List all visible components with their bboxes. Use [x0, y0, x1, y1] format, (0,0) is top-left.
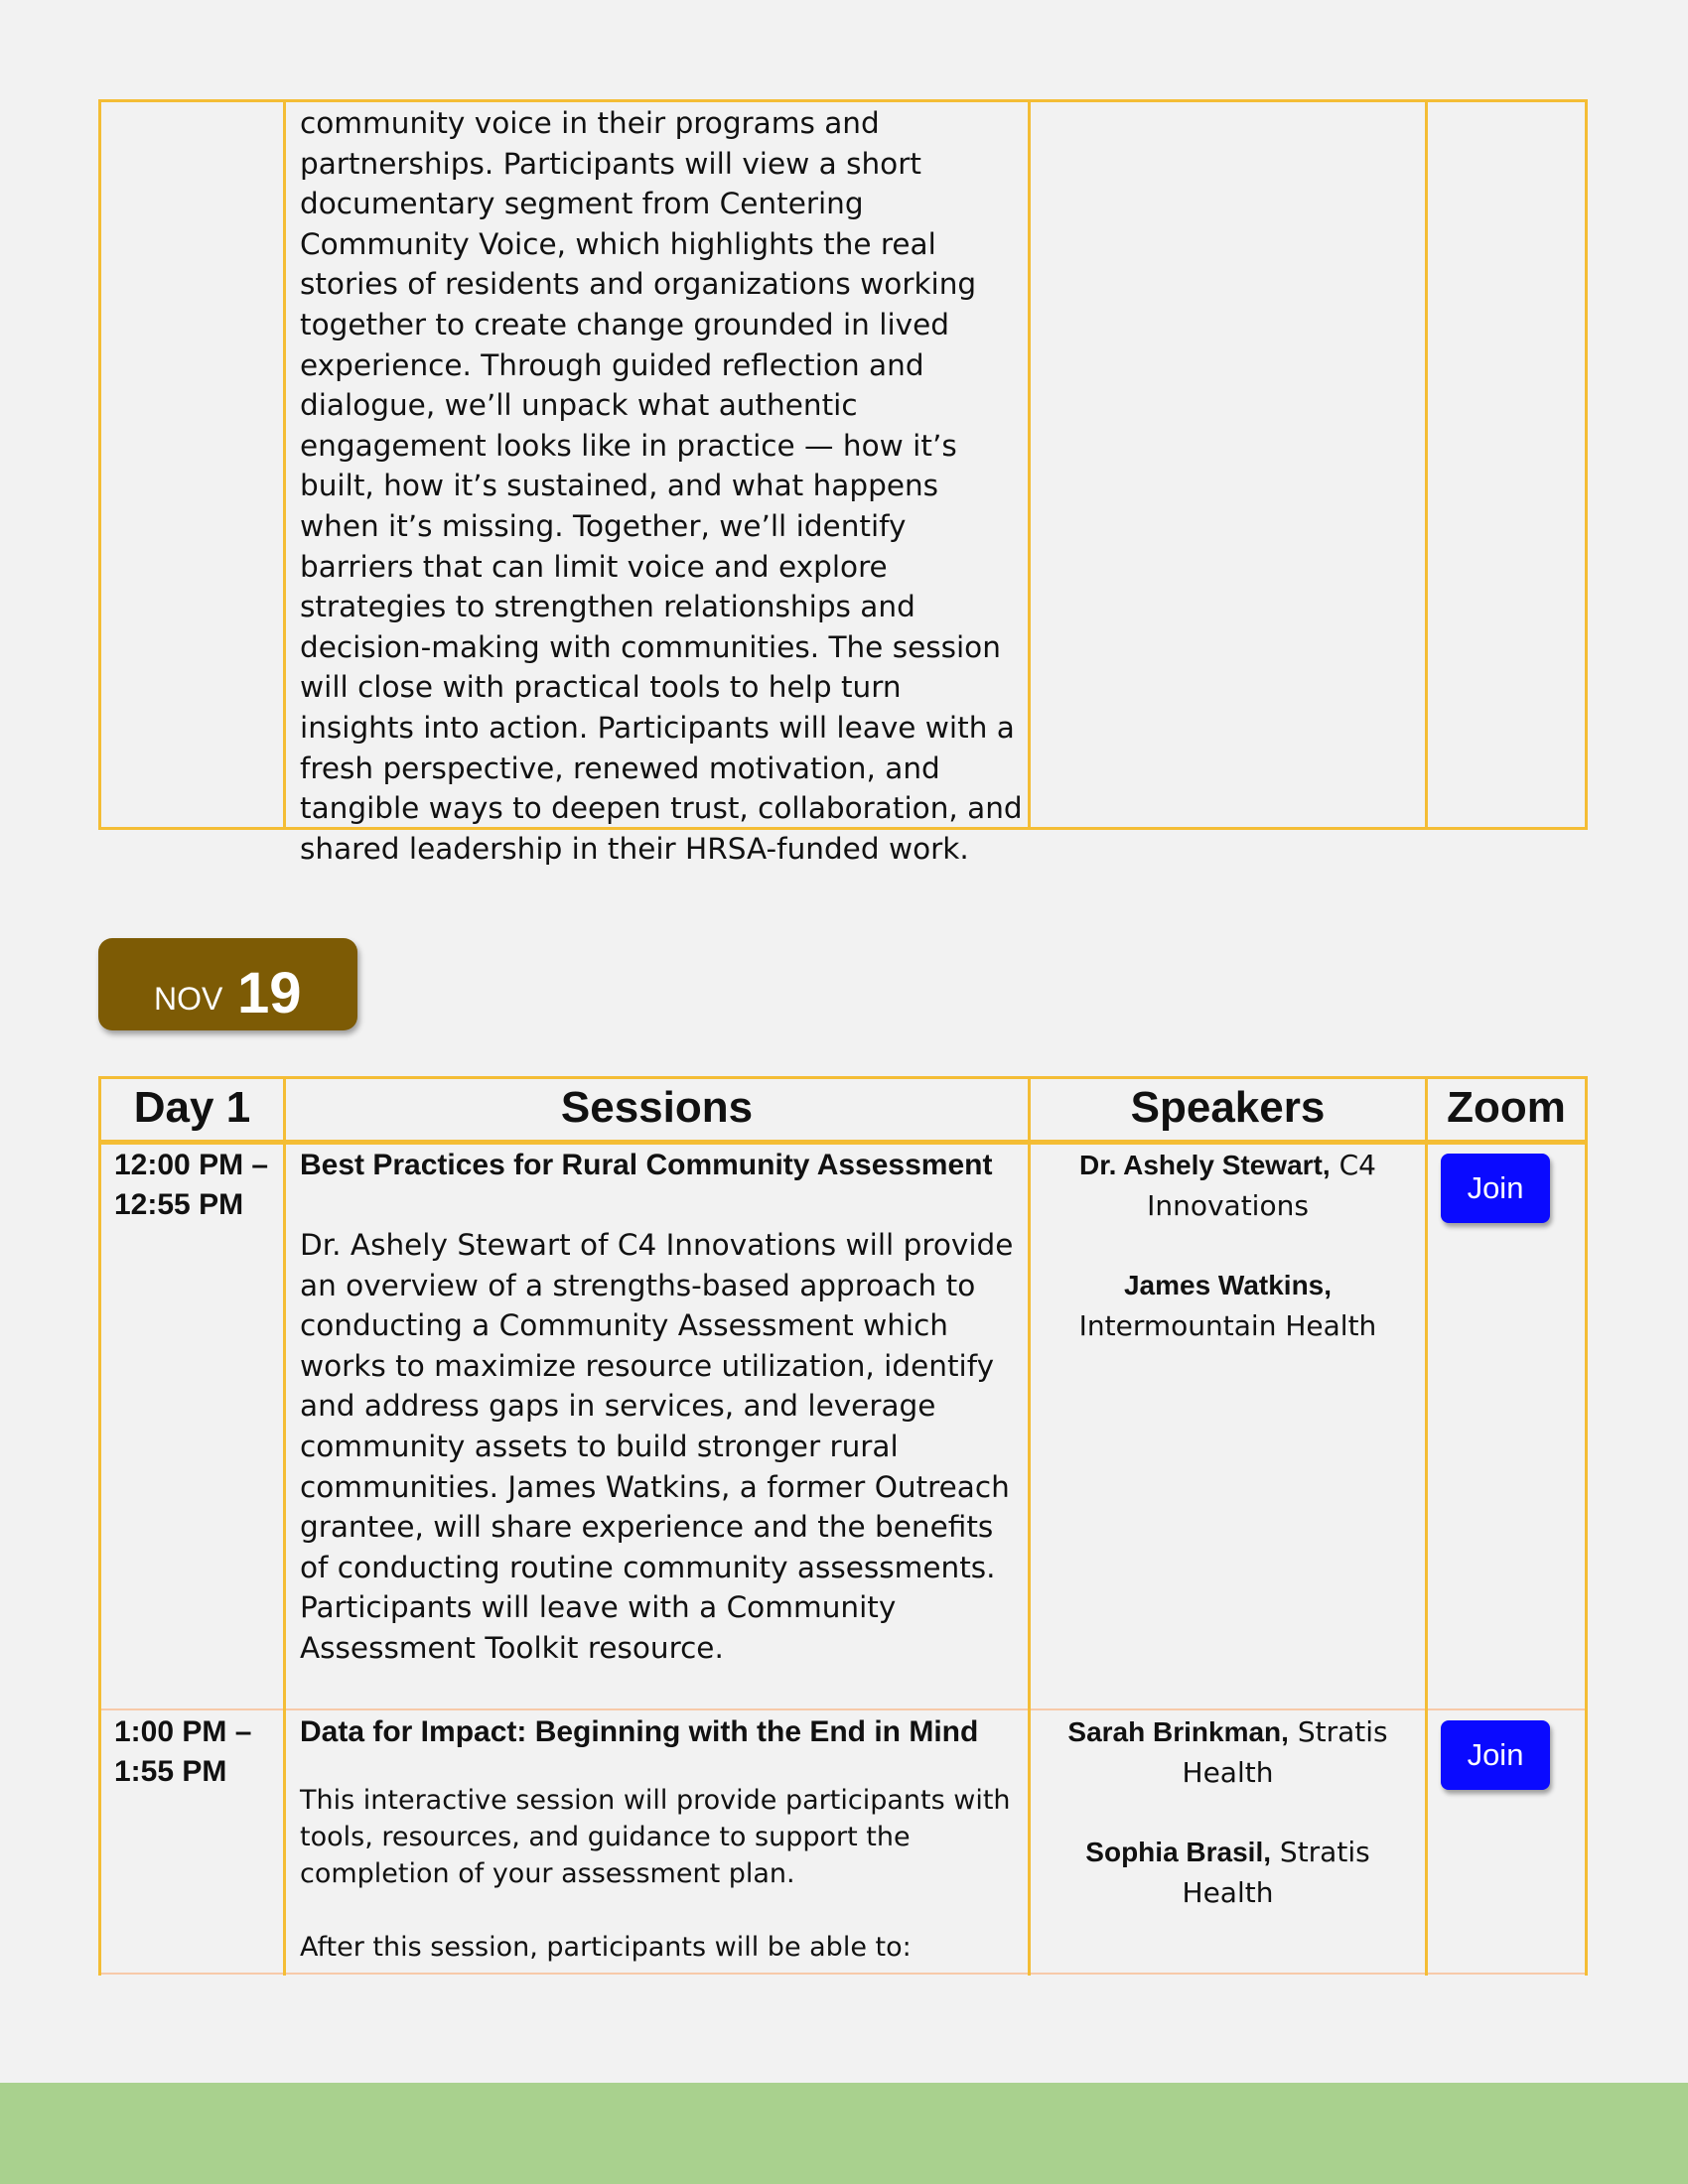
header-speakers: Speakers	[1130, 1083, 1326, 1132]
speakers-cell	[1031, 1712, 1425, 1913]
speaker-1	[1031, 1712, 1425, 1793]
speaker-org: Stratis Health	[1182, 1836, 1370, 1909]
schedule-table	[98, 1076, 1588, 1976]
speaker-2	[1031, 1833, 1425, 1913]
session-description: Dr. Ashely Stewart of C4 Innovations will provide an overview of a strengths-based approach to conducting a Community Assessment which works to maximize resource utilization, identify and address gaps in services, and leverage community assets to build stronger rural communities. James Watkins, a former Outreach grantee, will share experience and the benefits of conducting routine community assessments. Participants will leave with a Community Assessment Toolkit resource.	[300, 1228, 1014, 1665]
footer-band	[0, 2083, 1688, 2184]
speaker-org: Stratis Health	[1182, 1715, 1388, 1789]
session-cell	[300, 1712, 1023, 1966]
date-day: 19	[237, 961, 302, 1025]
speaker-org: C4 Innovations	[1147, 1149, 1376, 1222]
speaker-name: James Watkins,	[1123, 1270, 1333, 1300]
speakers-cell	[1031, 1146, 1425, 1346]
session-description: This interactive session will provide participants with tools, resources, and guidance to support the completion of your assessment plan.	[300, 1785, 1011, 1889]
speaker-2	[1031, 1266, 1425, 1346]
speaker-1	[1031, 1146, 1425, 1226]
speaker-name: Sarah Brinkman,	[1067, 1716, 1289, 1747]
speaker-name: Dr. Ashely Stewart,	[1079, 1150, 1331, 1180]
session-description-continued: community voice in their programs and partnerships. Participants will view a short documentary segment from Centering Community Voice, which highlights the real stories of residents and organizations working together to create change grounded in lived experience. Through guided reflection and dialogue, we’ll unpack what authentic engagement looks like in practice — how it’s built, how it’s sustained, and what happens when it’s missing. Together, we’ll identify barriers that can limit voice and explore strategies to strengthen relationships and decision-making with communities. The session will close with practical tools to help turn insights into action. Participants will leave with a fresh perspective, renewed motivation, and tangible ways to deepen trust, collaboration, and shared leadership in their HRSA-funded work.	[300, 106, 1023, 866]
header-sessions: Sessions	[560, 1083, 754, 1132]
speaker-org: Intermountain Health	[1078, 1308, 1377, 1342]
speaker-name: Sophia Brasil,	[1085, 1837, 1272, 1867]
table-row-time: 1:00 PM – 1:55 PM	[114, 1715, 252, 1788]
continued-session-table	[98, 99, 1588, 866]
session-cell	[300, 1146, 1023, 1669]
join-button[interactable]: Join	[1441, 1154, 1550, 1223]
date-month: NOV	[154, 981, 223, 1017]
header-day: Day 1	[133, 1083, 251, 1132]
join-button[interactable]: Join	[1441, 1720, 1550, 1790]
session-title: Best Practices for Rural Community Assessment	[300, 1149, 993, 1181]
date-badge	[98, 938, 357, 1030]
session-title: Data for Impact: Beginning with the End in Mind	[300, 1715, 979, 1748]
header-zoom: Zoom	[1447, 1083, 1566, 1132]
table-row-time: 12:00 PM – 12:55 PM	[114, 1149, 269, 1221]
session-objectives-intro: After this session, participants will be able to:	[300, 1932, 912, 1963]
